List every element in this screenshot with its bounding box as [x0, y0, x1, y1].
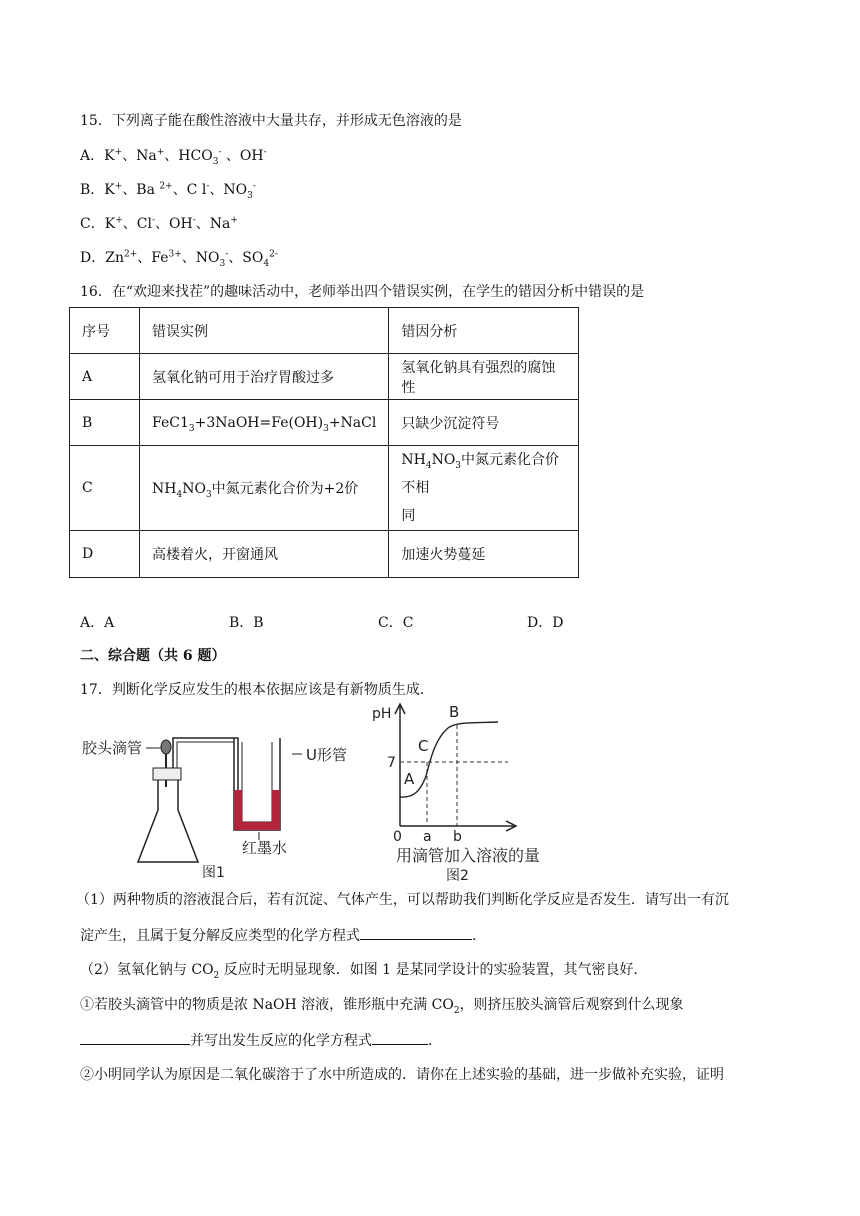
table-row — [70, 400, 579, 446]
stopper — [153, 768, 181, 780]
q17-part2-sub2-line1: ②小明同学认为原因是二氧化碳溶于了水中所造成的．请你在上述实验的基础，进一步做补充实验，证明 — [80, 1067, 724, 1083]
error-analysis-table — [69, 307, 579, 578]
q16-answer-options — [80, 612, 680, 632]
fig2-tick-b: b — [453, 829, 462, 845]
table-row — [70, 354, 579, 400]
dropper-bulb — [161, 740, 171, 754]
q16-answer-d: D．D — [527, 615, 564, 631]
fig2-caption: 图2 — [446, 868, 469, 884]
q17-stem: 17．判断化学反应发生的根本依据应该是有新物质生成． — [80, 682, 434, 698]
header-analysis: 错因分析 — [389, 308, 579, 354]
header-example: 错误实例 — [140, 308, 389, 354]
row-example: $NH_4NO_3$中氮元素化合价为+2价 — [140, 446, 389, 531]
q17-part2: （2）氢氧化钠与 $CO_2$ 反应时无明显现象．如图 1 是某同学设计的实验装置，其气密良好． — [80, 962, 648, 981]
header-index: 序号 — [70, 308, 140, 354]
figure-1-apparatus — [78, 702, 358, 882]
connecting-tube-inner — [177, 742, 234, 824]
answer-blank-2[interactable] — [80, 1030, 190, 1045]
fig2-ylabel: pH — [372, 706, 392, 722]
row-analysis: 只缺少沉淀符号 — [389, 400, 579, 446]
q15-option-b: B．K+、Ba $^{2+}$、C l-、$NO_3^-$ — [80, 181, 256, 201]
fig2-point-a: A — [404, 770, 415, 788]
fig2-origin: 0 — [393, 829, 402, 845]
fig1-dropper-label: 胶头滴管 — [82, 739, 143, 757]
row-id: B — [70, 400, 140, 446]
row-example: $FeC1_3+3NaOH=Fe(OH)_3+NaCl$ — [140, 400, 389, 446]
fig1-caption: 图1 — [202, 865, 225, 881]
row-analysis: $NH_4NO_3$中氮元素化合价不相 同 — [389, 446, 579, 531]
table-header-row — [70, 308, 579, 354]
row-analysis: 氢氧化钠具有强烈的腐蚀性 — [389, 354, 579, 400]
table-row — [70, 446, 579, 531]
fig2-point-c: C — [418, 737, 429, 755]
q17-part1-line2: 淀产生，且属于复分解反应类型的化学方程式 ． — [80, 925, 486, 946]
section-heading: 二、综合题（共 6 题） — [80, 648, 226, 664]
fig2-tick-a: a — [423, 829, 432, 845]
q15-stem: 15．下列离子能在酸性溶液中大量共存，并形成无色溶液的是 — [80, 113, 462, 129]
connecting-tube — [173, 738, 238, 824]
q17-part2-sub1-line2: 并写出发生反应的化学方程式 ． — [80, 1030, 442, 1051]
q17-part2-sub1-line1: ①若胶头滴管中的物质是浓 NaOH 溶液，锥形瓶中充满 $CO_2$，则挤压胶头滴管后观察到什么现象 — [80, 997, 684, 1016]
q17-part1-line1: （1）两种物质的溶液混合后，若有沉淀、气体产生，可以帮助我们判断化学反应是否发生．请写出一有沉 — [76, 892, 729, 908]
fig2-seven: 7 — [387, 755, 396, 771]
q16-answer-a: A．A — [80, 615, 115, 631]
figure-2-ph-curve — [368, 700, 558, 885]
fig1-ink-label: 红墨水 — [242, 839, 288, 857]
q15-option-a: A．K+、Na+、$HCO_3^-$ 、OH- — [80, 147, 267, 167]
row-example: 高楼着火，开窗通风 — [140, 531, 389, 578]
q16-answer-b: B．B — [229, 615, 264, 631]
row-analysis: 加速火势蔓延 — [389, 531, 579, 578]
row-example: 氢氧化钠可用于治疗胃酸过多 — [140, 354, 389, 400]
answer-blank-1[interactable] — [360, 925, 472, 940]
fig2-xlabel: 用滴管加入溶液的量 — [396, 846, 541, 865]
table-row — [70, 531, 579, 578]
red-ink — [234, 790, 280, 830]
q15-option-c: C．K+、Cl-、OH-、Na+ — [80, 215, 238, 232]
answer-blank-3[interactable] — [372, 1030, 428, 1045]
fig2-point-b: B — [449, 703, 460, 721]
row-id: A — [70, 354, 140, 400]
row-id: D — [70, 531, 140, 578]
q16-answer-c: C．C — [378, 615, 414, 631]
fig1-utube-label: U形管 — [306, 746, 347, 764]
q15-option-d: D．$Zn^{2+}$、$Fe^{3+}$、$NO_3^-$、$SO_4^{2-}$ — [80, 249, 278, 269]
u-tube-inner — [242, 742, 272, 822]
conical-flask — [138, 780, 198, 862]
ph-curve — [400, 722, 498, 797]
row-id: C — [70, 446, 140, 531]
q16-stem: 16．在“欢迎来找茬”的趣味活动中，老师举出四个错误实例，在学生的错因分析中错误的是 — [80, 284, 645, 300]
